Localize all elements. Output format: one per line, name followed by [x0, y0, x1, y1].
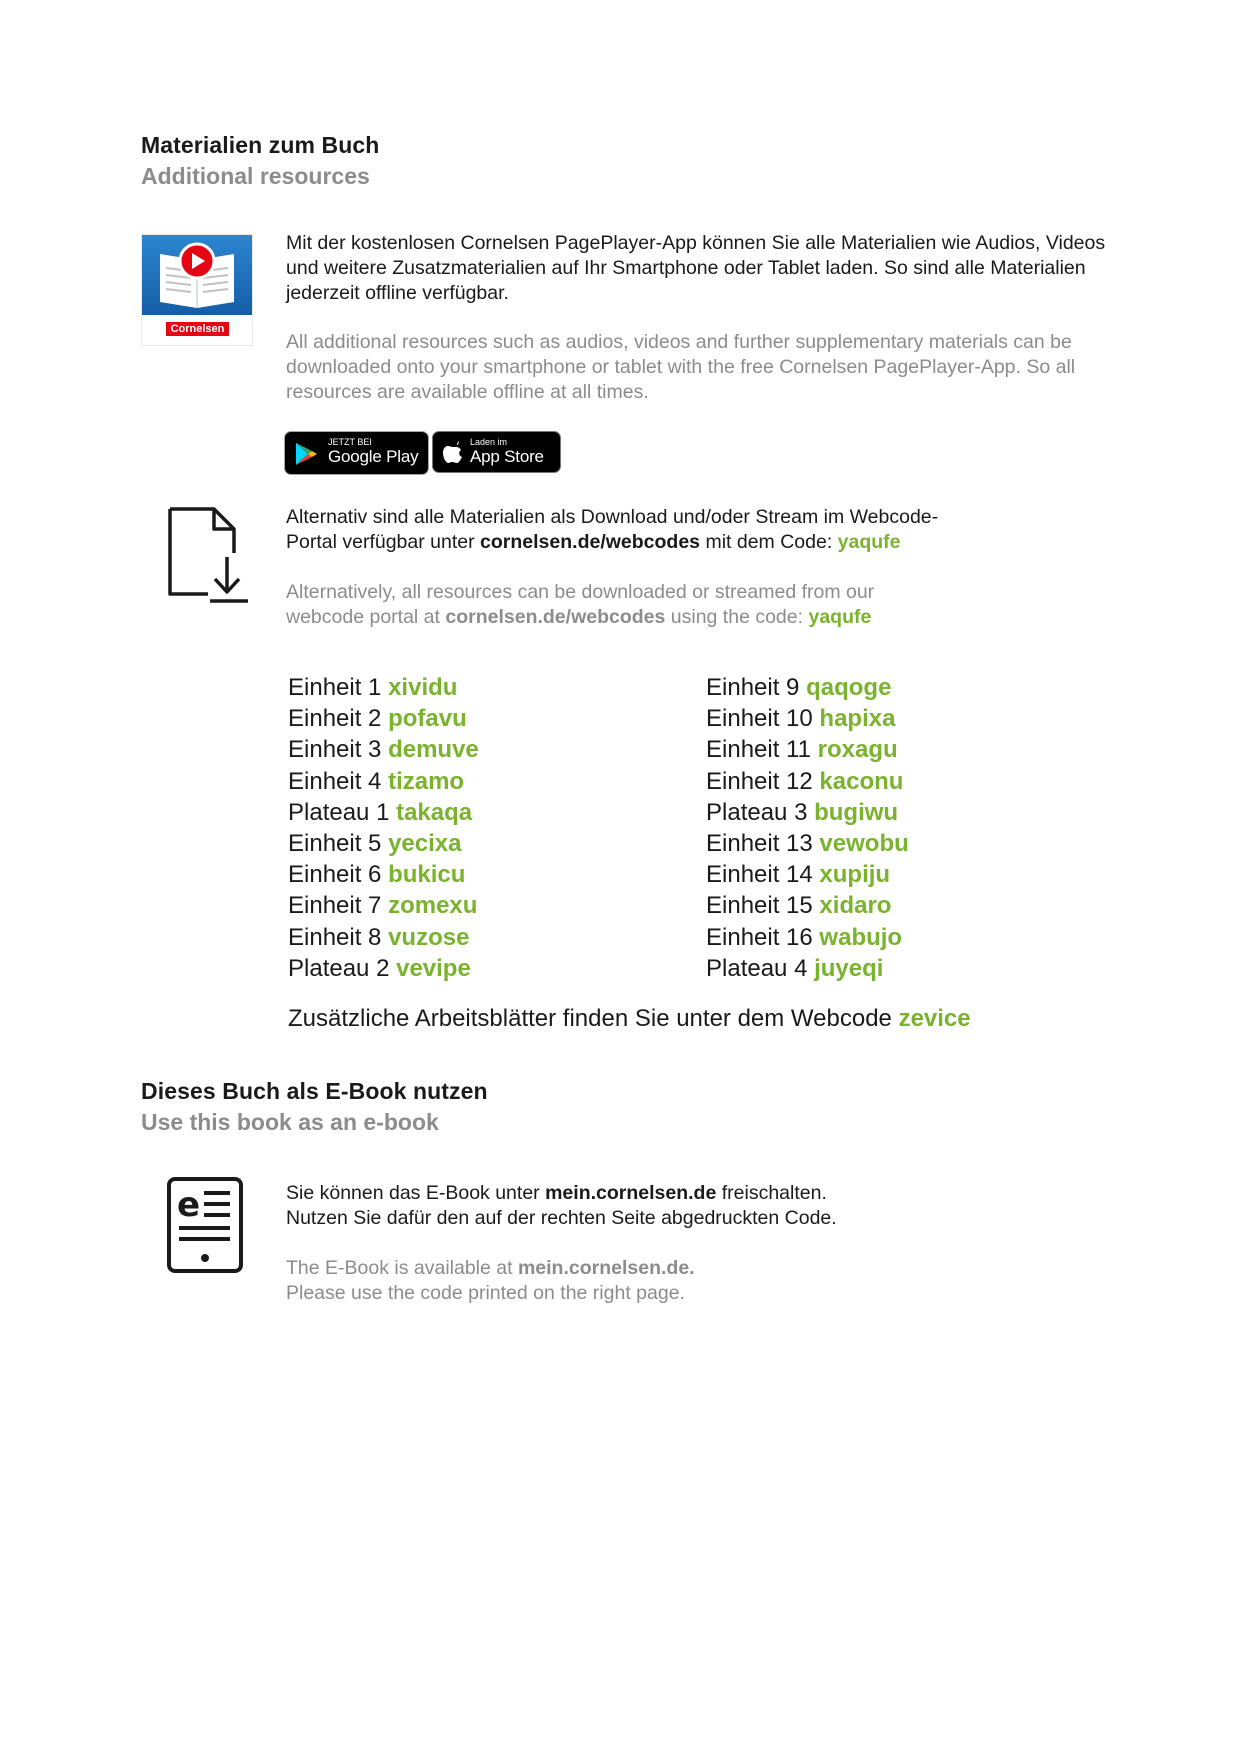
ebook-de-pre: Sie können das E-Book unter: [286, 1182, 546, 1204]
unit-label: Einheit 8: [288, 923, 382, 951]
apple-icon: [443, 441, 463, 465]
unit-row: [288, 890, 668, 921]
ebook-text-de: [286, 1181, 1106, 1231]
pageplayer-app-icon[interactable]: [141, 234, 253, 346]
ebook-url-link[interactable]: mein.cornelsen.de: [545, 1182, 717, 1204]
webcode-de-line2: Portal verfügbar unter: [286, 531, 481, 553]
ebook-en-pre: The E-Book is available at: [286, 1257, 518, 1279]
webcode-en-line2: webcode portal at: [286, 606, 446, 628]
webcode-url-link-en[interactable]: cornelsen.de/webcodes: [445, 606, 666, 628]
extra-worksheets-text: Zusätzliche Arbeitsblätter finden Sie unter dem Webcode: [288, 1005, 899, 1032]
unit-code: vewobu: [819, 830, 909, 858]
unit-code: wabujo: [819, 923, 903, 951]
unit-row: [706, 828, 1086, 859]
unit-row: [706, 890, 1086, 921]
extra-worksheets-code: zevice: [898, 1005, 971, 1032]
unit-code: vuzose: [388, 923, 470, 951]
unit-label: Plateau 1: [288, 798, 390, 826]
unit-row: [288, 734, 668, 765]
webcode-text-de: [286, 505, 1106, 555]
svg-text:e: e: [177, 1185, 201, 1225]
webcode-en-mid: using the code:: [665, 606, 809, 628]
unit-code: tizamo: [388, 767, 465, 795]
unit-code: xividu: [388, 674, 458, 701]
units-right-column: [706, 672, 1086, 984]
unit-code: demuve: [388, 736, 479, 764]
webcode-code: yaqufe: [837, 531, 901, 553]
unit-row: [288, 922, 668, 953]
unit-row: [706, 672, 1086, 703]
unit-row: [288, 828, 668, 859]
unit-code: zomexu: [388, 892, 478, 920]
unit-code: roxagu: [817, 736, 898, 764]
unit-row: [706, 703, 1086, 734]
unit-label: Einheit 5: [288, 830, 382, 858]
unit-row: [706, 859, 1086, 890]
ebook-url-link-en[interactable]: mein.cornelsen.de.: [517, 1257, 695, 1279]
unit-row: [706, 797, 1086, 828]
ebook-heading-de: Dieses Buch als E-Book nutzen: [141, 1078, 488, 1104]
unit-label: Einheit 14: [706, 861, 813, 889]
webcode-code-en: yaqufe: [808, 606, 872, 628]
unit-label: Einheit 11: [706, 736, 811, 764]
unit-label: Einheit 9: [706, 674, 800, 701]
file-download-icon: [166, 505, 250, 605]
unit-code: takaqa: [396, 798, 473, 826]
ebook-en-line2: Please use the code printed on the right page.: [286, 1282, 685, 1304]
unit-label: Einheit 15: [706, 892, 813, 920]
unit-label: Einheit 2: [288, 705, 382, 733]
app-store-badge[interactable]: [432, 431, 561, 473]
unit-code: qaqoge: [806, 674, 892, 701]
materials-heading-en: Additional resources: [141, 163, 370, 189]
unit-label: Einheit 4: [288, 767, 382, 795]
unit-label: Einheit 1: [288, 674, 382, 701]
unit-row: [288, 859, 668, 890]
unit-row: [288, 766, 668, 797]
unit-label: Einheit 7: [288, 892, 382, 920]
unit-label: Einheit 3: [288, 736, 382, 764]
unit-label: Plateau 4: [706, 954, 808, 982]
units-left-column: [288, 672, 668, 984]
unit-row: [288, 953, 668, 984]
ebook-reader-icon: [166, 1176, 246, 1276]
unit-label: Plateau 2: [288, 954, 390, 982]
unit-code: bukicu: [388, 861, 466, 889]
unit-row: [706, 922, 1086, 953]
unit-code: hapixa: [819, 705, 896, 733]
app-store-small-label: Laden im: [470, 437, 508, 447]
unit-row: [288, 703, 668, 734]
unit-code: pofavu: [388, 705, 467, 733]
ebook-de-line2: Nutzen Sie dafür den auf der rechten Seite abgedruckten Code.: [286, 1207, 837, 1229]
unit-row: [288, 672, 668, 703]
unit-code: xidaro: [819, 892, 892, 920]
unit-label: Plateau 3: [706, 798, 808, 826]
webcode-text-en: [286, 580, 1106, 630]
webcode-en-line1: Alternatively, all resources can be downloaded or streamed from our: [286, 581, 875, 603]
unit-label: Einheit 6: [288, 861, 382, 889]
unit-code: vevipe: [396, 954, 471, 982]
materials-heading-de: Materialien zum Buch: [141, 132, 380, 158]
unit-row: [706, 953, 1086, 984]
extra-worksheets-line: [288, 1003, 971, 1034]
webcode-de-mid: mit dem Code:: [700, 531, 838, 553]
unit-code: juyeqi: [814, 954, 884, 982]
google-play-small-label: JETZT BEI: [328, 437, 372, 447]
cornelsen-logo: Cornelsen: [166, 322, 229, 336]
ebook-text-en: [286, 1256, 1106, 1306]
unit-label: Einheit 12: [706, 767, 813, 795]
webcode-url-link[interactable]: cornelsen.de/webcodes: [480, 531, 701, 553]
unit-row: [706, 766, 1086, 797]
google-play-icon: [294, 442, 318, 466]
google-play-badge[interactable]: [284, 431, 429, 475]
unit-label: Einheit 10: [706, 705, 813, 733]
unit-row: [288, 797, 668, 828]
ebook-heading-en: Use this book as an e-book: [141, 1109, 439, 1135]
unit-code: kaconu: [819, 767, 904, 795]
unit-code: xupiju: [819, 861, 891, 889]
unit-label: Einheit 13: [706, 830, 813, 858]
materials-text-de: Mit der kostenlosen Cornelsen PagePlayer-App können Sie alle Materialien wie Audios, Videos und weitere Zusatzmaterialien auf Ihr Smartphone oder Tablet laden. So sind alle Materialien jederzeit offline verfügbar.: [286, 232, 1106, 304]
unit-row: [706, 734, 1086, 765]
unit-code: yecixa: [388, 830, 462, 858]
ebook-de-post: freischalten.: [716, 1182, 827, 1204]
google-play-label: Google Play: [328, 447, 419, 466]
unit-code: bugiwu: [814, 798, 899, 826]
unit-label: Einheit 16: [706, 923, 813, 951]
materials-text-en: All additional resources such as audios, videos and further supplementary materials can be downloaded onto your smartphone or tablet with the free Cornelsen PagePlayer-App. So all resources are available offline at all times.: [286, 331, 1076, 403]
app-store-label: App Store: [470, 447, 544, 466]
webcode-de-line1: Alternativ sind alle Materialien als Download und/oder Stream im Webcode-: [286, 506, 939, 528]
